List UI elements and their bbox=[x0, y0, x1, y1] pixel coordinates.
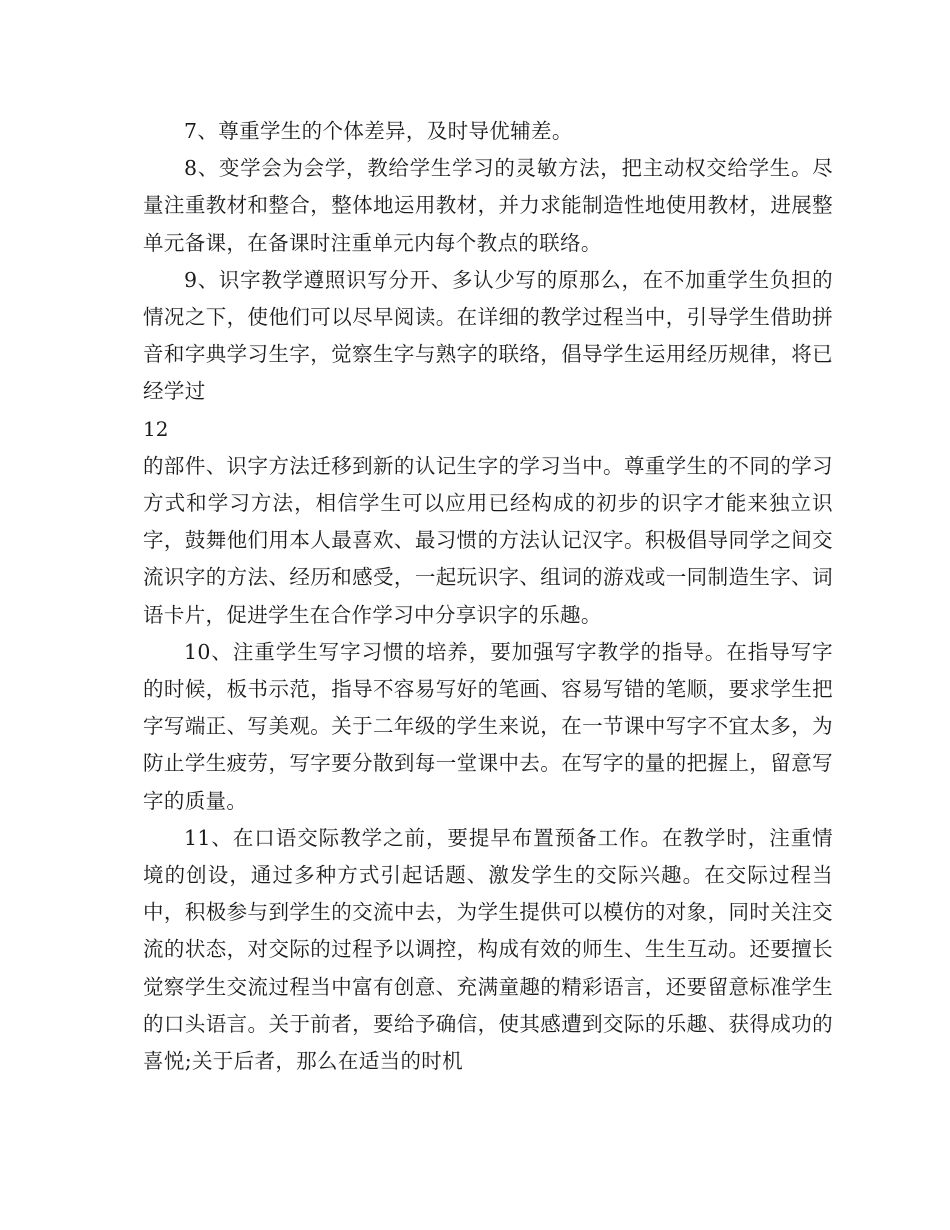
paragraph-9-continued: 的部件、识字方法迁移到新的认记生字的学习当中。尊重学生的不同的学习方式和学习方法，相信学生可以应用已经构成的初步的识字才能来独立识字，鼓舞他们用本人最喜欢、最习惯的方法认记汉字。积极倡导同学之间交流识字的方法、经历和感受，一起玩识字、组词的游戏或一同制造生字、词语卡片，促进学生在合作学习中分享识字的乐趣。 bbox=[143, 453, 833, 627]
paragraph-11: 11、在口语交际教学之前，要提早布置预备工作。在教学时，注重情境的创设，通过多种方式引起话题、激发学生的交际兴趣。在交际过程当中，积极参与到学生的交流中去，为学生提供可以模仿的对象，同时关注交流的状态，对交际的过程予以调控，构成有效的师生、生生互动。还要擅长觉察学生交流过程当中富有创意、充满童趣的精彩语言，还要留意标准学生的口头语言。关于前者，要给予确信，使其感遭到交际的乐趣、获得成功的喜悦;关于后者，那么在适当的时机 bbox=[143, 825, 833, 1074]
paragraph-7: 7、尊重学生的个体差异，及时导优辅差。 bbox=[184, 119, 573, 143]
paragraph-8: 8、变学会为会学，教给学生学习的灵敏方法，把主动权交给学生。尽量注重教材和整合，整体地运用教材，并力求能制造性地使用教材，进展整单元备课，在备课时注重单元内每个教点的联络。 bbox=[143, 156, 833, 255]
page-number: 12 bbox=[143, 416, 169, 441]
document-body bbox=[143, 113, 833, 1080]
paragraph-9: 9、识字教学遵照识写分开、多认少写的原那么，在不加重学生负担的情况之下，使他们可以尽早阅读。在详细的教学过程当中，引导学生借助拼音和字典学习生字，觉察生字与熟字的联络，倡导学生运用经历规律，将已经学过 bbox=[143, 267, 833, 404]
paragraph-10: 10、注重学生写字习惯的培养，要加强写字教学的指导。在指导写字的时候，板书示范，指导不容易写好的笔画、容易写错的笔顺，要求学生把字写端正、写美观。关于二年级的学生来说，在一节课中写字不宜太多，为防止学生疲劳，写字要分散到每一堂课中去。在写字的量的把握上，留意写字的质量。 bbox=[143, 639, 833, 813]
